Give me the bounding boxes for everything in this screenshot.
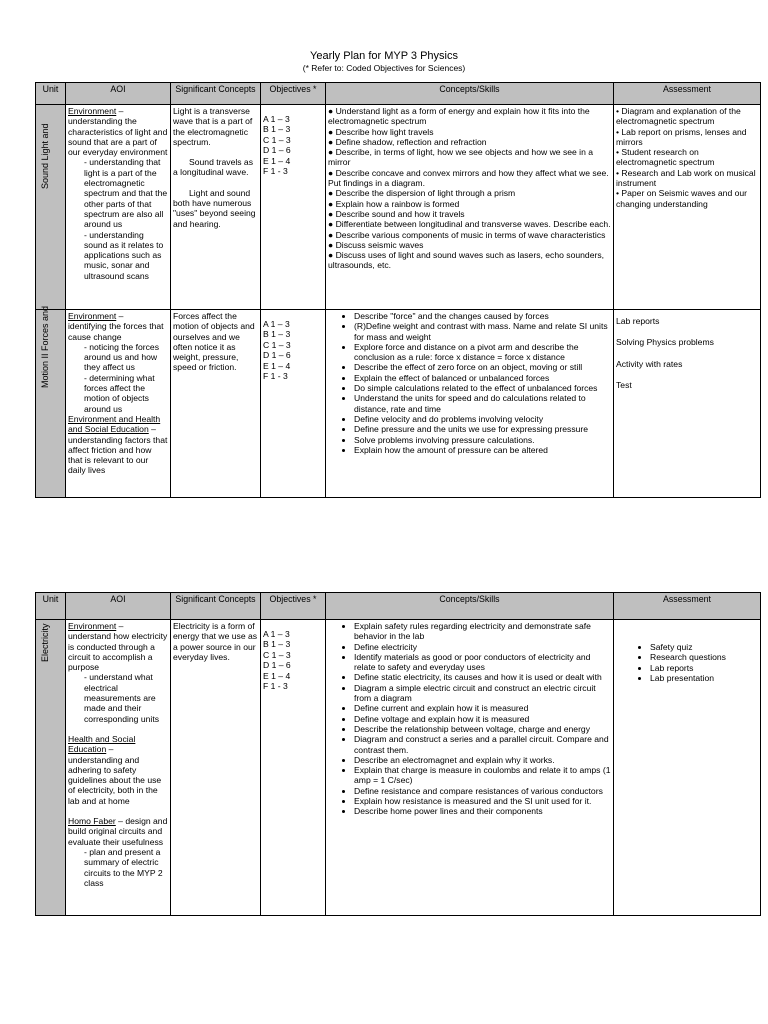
document-title: Yearly Plan for MYP 3 Physics	[310, 50, 458, 62]
objective-code: C 1 – 3	[263, 649, 291, 660]
concepts-cell	[171, 620, 261, 916]
skill-item: ● Describe, in terms of light, how we see objects and how we see in a mirror	[328, 147, 594, 168]
header-aoi: AOI	[66, 593, 171, 620]
assessment-cell	[614, 310, 761, 498]
skill-item: • Describe an electromagnet and explain why it works.	[354, 755, 611, 765]
skill-item: • Explore force and distance on a pivot arm and describe the conclusion as a rule: force x distance = force x distance	[354, 342, 611, 363]
aoi-text: - noticing the forces around us and how they affect us	[84, 341, 159, 373]
skill-item: ● Describe various components of music in terms of wave characteristics	[328, 229, 606, 240]
assessment-item: • Lab presentation	[650, 673, 758, 683]
skill-item: ● Understand light as a form of energy and explain how it fits into the electromagnetic spectrum	[328, 106, 590, 127]
header-assessment: Assessment	[614, 593, 761, 620]
header-significant-concepts: Significant Concepts	[171, 593, 261, 620]
table-header-row	[36, 593, 761, 620]
header-unit: Unit	[36, 83, 66, 105]
aoi-text: - plan and present a summary of electric circuits to the MYP 2 class	[84, 846, 163, 888]
skill-item: ● Describe the dispersion of light through a prism	[328, 188, 516, 199]
aoi-text: - understanding that light is a part of the electromagnetic spectrum and that the other parts of that spectrum are also all around us	[84, 157, 168, 230]
table-row	[36, 620, 761, 916]
aoi-text: understanding the characteristics of light and sound that are a part of our everyday environment	[68, 116, 168, 158]
assessment-item: • Diagram and explanation of the electromagnetic spectrum	[616, 106, 741, 127]
concept-text: Electricity is a form of energy that we use as a power source in our everyday lives.	[173, 621, 258, 662]
objective-code: C 1 – 3	[263, 339, 291, 350]
skill-item: • Define electricity	[354, 642, 611, 652]
header-objectives: Objectives *	[261, 83, 326, 105]
table-row	[36, 105, 761, 310]
assessment-cell	[614, 105, 761, 310]
assessment-item: • Lab reports	[650, 663, 758, 673]
skills-cell	[326, 105, 614, 310]
objective-code: D 1 – 6	[263, 660, 291, 671]
assessment-item: • Paper on Seismic waves and our changing understanding	[616, 188, 748, 209]
objective-code: F 1 - 3	[263, 371, 288, 382]
concept-text: Sound travels as a longitudinal wave.	[173, 157, 254, 178]
concept-text: Light and sound both have numerous "uses" beyond seeing and hearing.	[173, 187, 256, 229]
skill-item: ● Describe concave and convex mirrors and how they affect what we see. Put findings in a diagram.	[328, 167, 609, 189]
skill-item: • Explain how resistance is measured and the SI unit used for it.	[354, 796, 611, 806]
assessment-cell	[614, 620, 761, 916]
skill-item: ● Differentiate between longitudinal and transverse waves. Describe each.	[328, 219, 611, 230]
header-assessment: Assessment	[614, 83, 761, 105]
skill-item: ● Discuss seismic waves	[328, 239, 424, 250]
skill-item: • Define pressure and the units we use for expressing pressure	[354, 424, 611, 434]
objective-code: A 1 – 3	[263, 629, 290, 639]
aoi-text: understand how electricity is conducted through a circuit to accomplish a purpose	[68, 631, 168, 673]
concepts-cell	[171, 105, 261, 310]
assessment-item: Activity with rates	[616, 358, 683, 369]
skill-item: ● Describe sound and how it travels	[328, 208, 465, 219]
assessment-item: • Lab report on prisms, lenses and mirrors	[616, 126, 747, 147]
assessment-item: • Research and Lab work on musical instrument	[616, 167, 756, 189]
objective-code: E 1 – 4	[263, 360, 291, 371]
objective-code: E 1 – 4	[263, 670, 291, 681]
header-unit: Unit	[36, 593, 66, 620]
skill-item: • Identify materials as good or poor conductors of electricity and relate to safety and everyday uses	[354, 652, 611, 673]
objective-code: A 1 – 3	[263, 319, 290, 329]
skill-item: • Define velocity and do problems involving velocity	[354, 414, 611, 424]
objective-code: A 1 – 3	[263, 114, 290, 124]
table-header-row	[36, 83, 761, 105]
assessment-item: • Safety quiz	[650, 642, 758, 652]
aoi-text: - understand what electrical measurements are made and their corresponding units	[84, 672, 160, 724]
plan-table-1	[35, 82, 761, 498]
assessment-item: Solving Physics problems	[616, 337, 714, 348]
objective-code: F 1 - 3	[263, 166, 288, 177]
skill-item: ● Explain how a rainbow is formed	[328, 198, 460, 209]
header-objectives: Objectives *	[261, 593, 326, 620]
objective-code: F 1 - 3	[263, 681, 288, 692]
assessment-item: • Research questions	[650, 652, 758, 662]
concept-text: Forces affect the motion of objects and ourselves and we often notice it as weight, pressure, speed or friction.	[173, 311, 255, 373]
header-concepts-skills: Concepts/Skills	[326, 593, 614, 620]
aoi-dash: –	[148, 424, 156, 435]
document-subtitle: (* Refer to: Coded Objectives for Sciences)	[302, 63, 466, 73]
skill-item: • Define resistance and compare resistances of various conductors	[354, 786, 611, 796]
aoi-cell	[66, 620, 171, 916]
header-significant-concepts: Significant Concepts	[171, 83, 261, 105]
skills-cell	[326, 310, 614, 498]
skill-item: • Define static electricity, its causes and how it is used or dealt with	[354, 672, 611, 682]
unit-cell	[36, 105, 66, 310]
skill-item: • Define current and explain how it is measured	[354, 703, 611, 713]
skill-item: • Diagram and construct a series and a parallel circuit. Compare and contrast them.	[354, 734, 611, 755]
skill-item: • Explain how the amount of pressure can be altered	[354, 445, 611, 455]
objectives-cell	[261, 310, 326, 498]
unit-label: Electricity	[40, 623, 50, 662]
skill-item: ● Discuss uses of light and sound waves such as lasers, echo sounders, ultrasounds, etc.	[328, 250, 605, 271]
aoi-title: Environment and Health and Social Education	[68, 413, 161, 435]
objective-code: B 1 – 3	[263, 639, 291, 650]
aoi-title: Health and Social Education	[68, 733, 136, 755]
aoi-cell	[66, 310, 171, 498]
skill-item: • Explain safety rules regarding electricity and demonstrate safe behavior in the lab	[354, 621, 611, 642]
skill-item: • Do simple calculations related to the effect of unbalanced forces	[354, 383, 611, 393]
skills-cell	[326, 620, 614, 916]
aoi-title: Environment	[68, 106, 117, 116]
skill-item: • Describe the relationship between voltage, charge and energy	[354, 724, 611, 734]
objective-code: D 1 – 6	[263, 145, 291, 156]
aoi-dash: –	[106, 744, 114, 755]
objectives-cell	[261, 620, 326, 916]
skill-item: • Explain that charge is measure in coulombs and relate it to amps (1 amp = 1 C/sec)	[354, 765, 611, 786]
assessment-item: • Student research on electromagnetic spectrum	[616, 147, 715, 168]
skill-item: • (R)Define weight and contrast with mass. Name and relate SI units for mass and weight	[354, 321, 611, 342]
concept-text: Light is a transverse wave that is a part of the electromagnetic spectrum.	[173, 106, 253, 147]
objective-code: C 1 – 3	[263, 134, 291, 145]
aoi-text: - understanding sound as it relates to applications such as music, sonar and ultrasound scans	[84, 229, 164, 281]
aoi-dash: –	[116, 106, 124, 116]
header-concepts-skills: Concepts/Skills	[326, 83, 614, 105]
objectives-cell	[261, 105, 326, 310]
concepts-cell	[171, 310, 261, 498]
skill-item: • Describe the effect of zero force on an object, moving or still	[354, 362, 611, 372]
aoi-text: understanding factors that affect friction and how that is relevant to our daily lives	[68, 434, 168, 476]
skill-item: ● Describe how light travels	[328, 126, 434, 137]
skill-item: • Define voltage and explain how it is measured	[354, 714, 611, 724]
objective-code: D 1 – 6	[263, 350, 291, 361]
aoi-text: identifying the forces that cause change	[68, 321, 164, 342]
aoi-dash: – design and build original circuits and evaluate their usefulness	[68, 816, 168, 847]
assessment-item: Lab reports	[616, 316, 660, 326]
assessment-item: Test	[616, 379, 632, 390]
skill-item: • Understand the units for speed and do calculations related to distance, rate and time	[354, 393, 611, 414]
table-row	[36, 310, 761, 498]
aoi-cell	[66, 105, 171, 310]
unit-cell	[36, 305, 66, 498]
aoi-title: Homo Faber	[68, 816, 116, 827]
unit-label: Motion II Forces and	[40, 305, 50, 388]
aoi-text: understanding and adhering to safety guidelines about the use of electricity, both in the lab and at home	[68, 754, 162, 806]
unit-cell	[36, 620, 66, 916]
aoi-title: Environment	[68, 621, 117, 631]
skill-item: • Describe "force" and the changes caused by forces	[354, 311, 611, 321]
skill-item: • Describe home power lines and their components	[354, 806, 611, 816]
objective-code: B 1 – 3	[263, 124, 291, 135]
objective-code: B 1 – 3	[263, 329, 291, 340]
aoi-text: - determining what forces affect the motion of objects around us	[84, 372, 155, 414]
aoi-dash: –	[116, 311, 124, 321]
objective-code: E 1 – 4	[263, 155, 291, 166]
plan-table-2	[35, 592, 761, 916]
skill-item: ● Define shadow, reflection and refraction	[328, 136, 487, 147]
skill-item: • Explain the effect of balanced or unbalanced forces	[354, 373, 611, 383]
aoi-dash: –	[116, 621, 124, 631]
header-aoi: AOI	[66, 83, 171, 105]
skill-item: • Diagram a simple electric circuit and construct an electric circuit from a diagram	[354, 683, 611, 704]
aoi-title: Environment	[68, 311, 117, 321]
unit-label: Sound Light and	[40, 123, 50, 189]
skill-item: • Solve problems involving pressure calculations.	[354, 435, 611, 445]
